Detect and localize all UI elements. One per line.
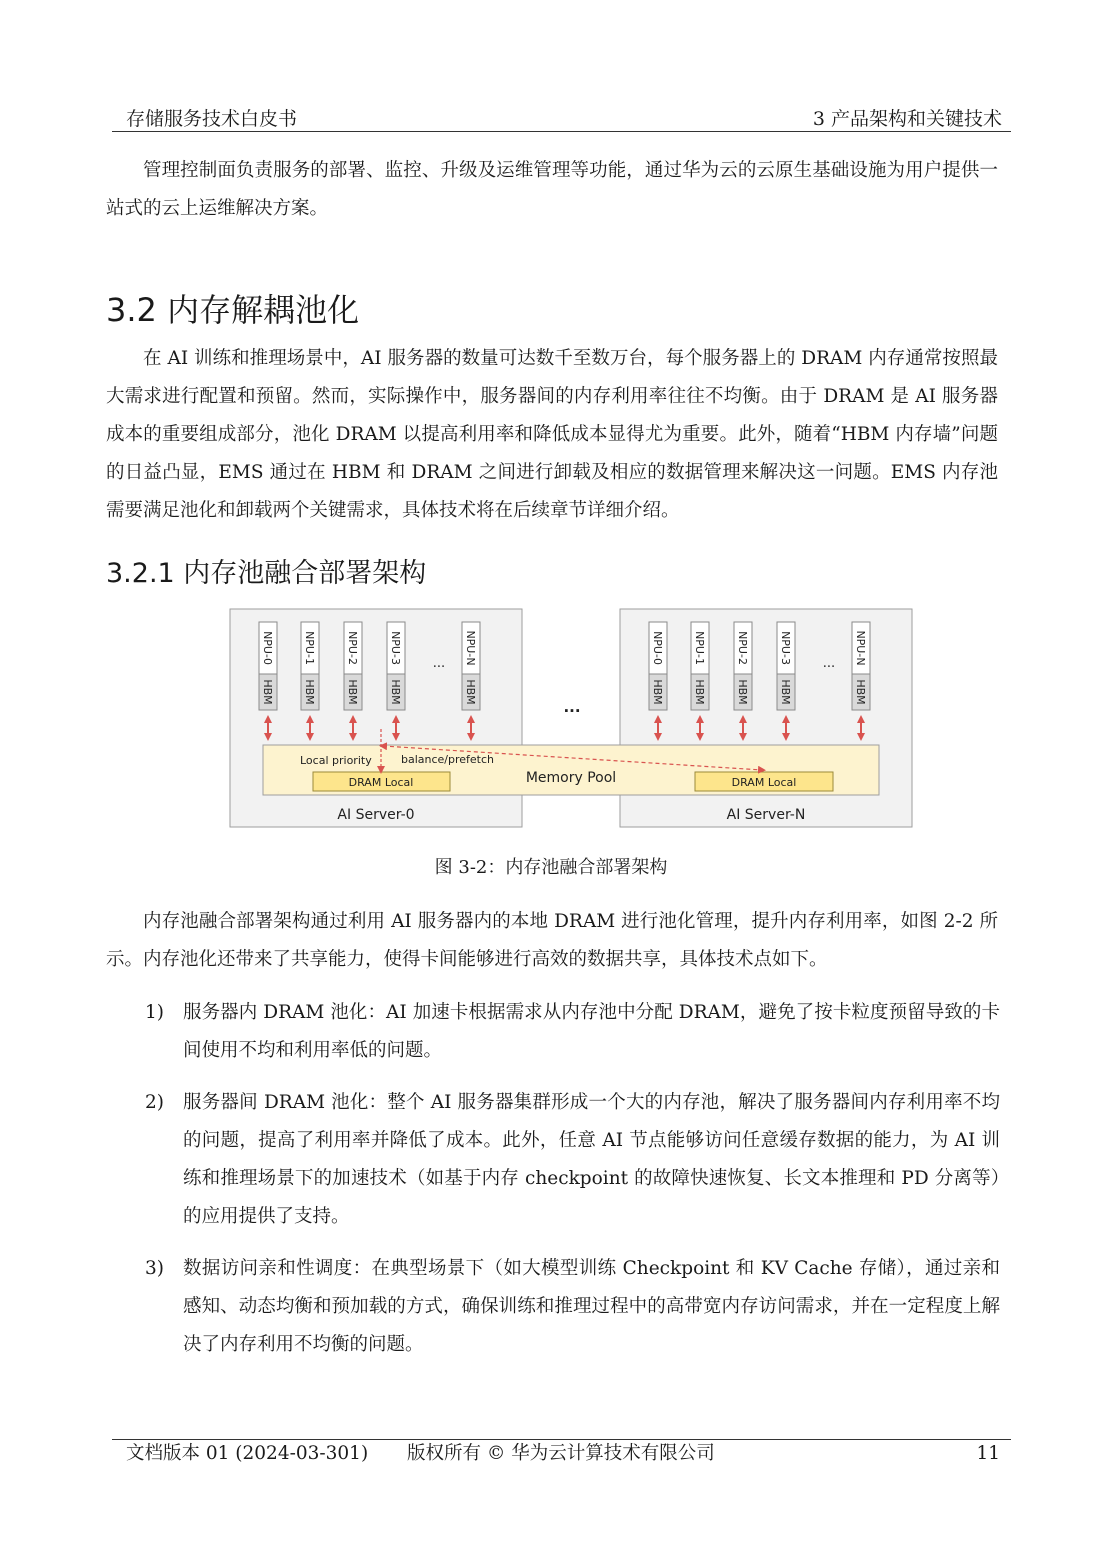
memory-pool-architecture-figure (228, 607, 914, 831)
npu-label: NPU-2 (346, 631, 359, 665)
npu-label: NPU-0 (261, 631, 274, 665)
npu-label: NPU-3 (779, 631, 792, 665)
footer-rule (112, 1439, 1011, 1440)
subsection-heading: 3.2.1 内存池融合部署架构 (106, 558, 427, 589)
list-item (145, 1084, 1000, 1236)
list-item-number: 3) (145, 1258, 164, 1279)
hbm-label: HBM (303, 679, 316, 705)
list-item (145, 1250, 1000, 1364)
footer-page-number: 11 (976, 1443, 1000, 1464)
section-paragraph: 在 AI 训练和推理场景中，AI 服务器的数量可达数千至数万台，每个服务器上的 DRAM 内存通常按照最大需求进行配置和预留。然而，实际操作中，服务器间的内存利用率往往不均衡。由于 DRAM 是 AI 服务器成本的重要组成部分，池化 DRAM 以提高利用率和降低成本显得尤为重要。此外，随着“HBM 内存墙”问题的日益凸显，EMS 通过在 HBM 和 DRAM 之间进行卸载及相应的数据管理来解决这一问题。EMS 内存池需要满足池化和卸载两个关键需求，具体技术将在后续章节详细介绍。 (106, 348, 998, 521)
local-priority-label: Local priority (300, 754, 372, 767)
hbm-label: HBM (854, 679, 867, 705)
npu-label: NPU-0 (651, 631, 664, 665)
list-item-text: 服务器间 DRAM 池化：整个 AI 服务器集群形成一个大的内存池，解决了服务器间内存利用率不均的问题，提高了利用率并降低了成本。此外，任意 AI 节点能够访问任意缓存数据的能力，为 AI 训练和推理场景下的加速技术（如基于内存 checkpoint 的故障快速恢复、长文本推理和 PD 分离等）的应用提供了支持。 (183, 1092, 1000, 1227)
npu-ellipsis: ... (822, 656, 836, 671)
server-label: AI Server-N (726, 807, 806, 823)
server-label: AI Server-0 (337, 807, 415, 823)
figure-caption: 图 3-2：内存池融合部署架构 (434, 857, 668, 878)
hbm-label: HBM (693, 679, 706, 705)
server-ellipsis: ... (563, 698, 581, 716)
intro-paragraph: 管理控制面负责服务的部署、监控、升级及运维管理等功能，通过华为云的云原生基础设施为用户提供一站式的云上运维解决方案。 (106, 160, 998, 219)
npu-label: NPU-3 (389, 631, 402, 665)
balance-prefetch-label: balance/prefetch (401, 753, 495, 766)
dram-local-label-left: DRAM Local (348, 776, 414, 789)
npu-label: NPU-2 (736, 631, 749, 665)
hbm-label: HBM (261, 679, 274, 705)
section-heading: 3.2 内存解耦池化 (106, 291, 360, 329)
list-item (145, 994, 1000, 1070)
header-document-title: 存储服务技术白皮书 (126, 108, 298, 130)
list-item-number: 2) (145, 1092, 164, 1113)
after-figure-paragraph: 内存池融合部署架构通过利用 AI 服务器内的本地 DRAM 进行池化管理，提升内存利用率，如图 2-2 所示。内存池化还带来了共享能力，使得卡间能够进行高效的数据共享，具体技术点如下。 (106, 911, 998, 970)
memory-pool-label: Memory Pool (525, 770, 617, 786)
hbm-label: HBM (736, 679, 749, 705)
list-item-text: 服务器内 DRAM 池化：AI 加速卡根据需求从内存池中分配 DRAM，避免了按卡粒度预留导致的卡间使用不均和利用率低的问题。 (183, 1002, 1000, 1061)
dram-local-label-right: DRAM Local (731, 776, 797, 789)
hbm-label: HBM (651, 679, 664, 705)
list-item-text: 数据访问亲和性调度：在典型场景下（如大模型训练 Checkpoint 和 KV Cache 存储），通过亲和感知、动态均衡和预加载的方式，确保训练和推理过程中的高带宽内存访问需求，并在一定程度上解决了内存利用不均衡的问题。 (183, 1258, 1000, 1355)
hbm-label: HBM (779, 679, 792, 705)
npu-label: NPU-N (854, 630, 867, 666)
hbm-label: HBM (464, 679, 477, 705)
hbm-label: HBM (346, 679, 359, 705)
list-item-number: 1) (145, 1002, 164, 1023)
footer-copyright: 版权所有 © 华为云计算技术有限公司 (407, 1443, 715, 1464)
npu-ellipsis: ... (432, 656, 446, 671)
hbm-label: HBM (389, 679, 402, 705)
header-rule (112, 131, 1011, 132)
npu-label: NPU-1 (303, 631, 316, 665)
npu-label: NPU-1 (693, 631, 706, 665)
header-chapter-title: 3 产品架构和关键技术 (812, 108, 1002, 130)
npu-label: NPU-N (464, 630, 477, 666)
architecture-diagram (228, 607, 914, 831)
footer-version: 文档版本 01 (2024-03-301) (126, 1443, 369, 1464)
